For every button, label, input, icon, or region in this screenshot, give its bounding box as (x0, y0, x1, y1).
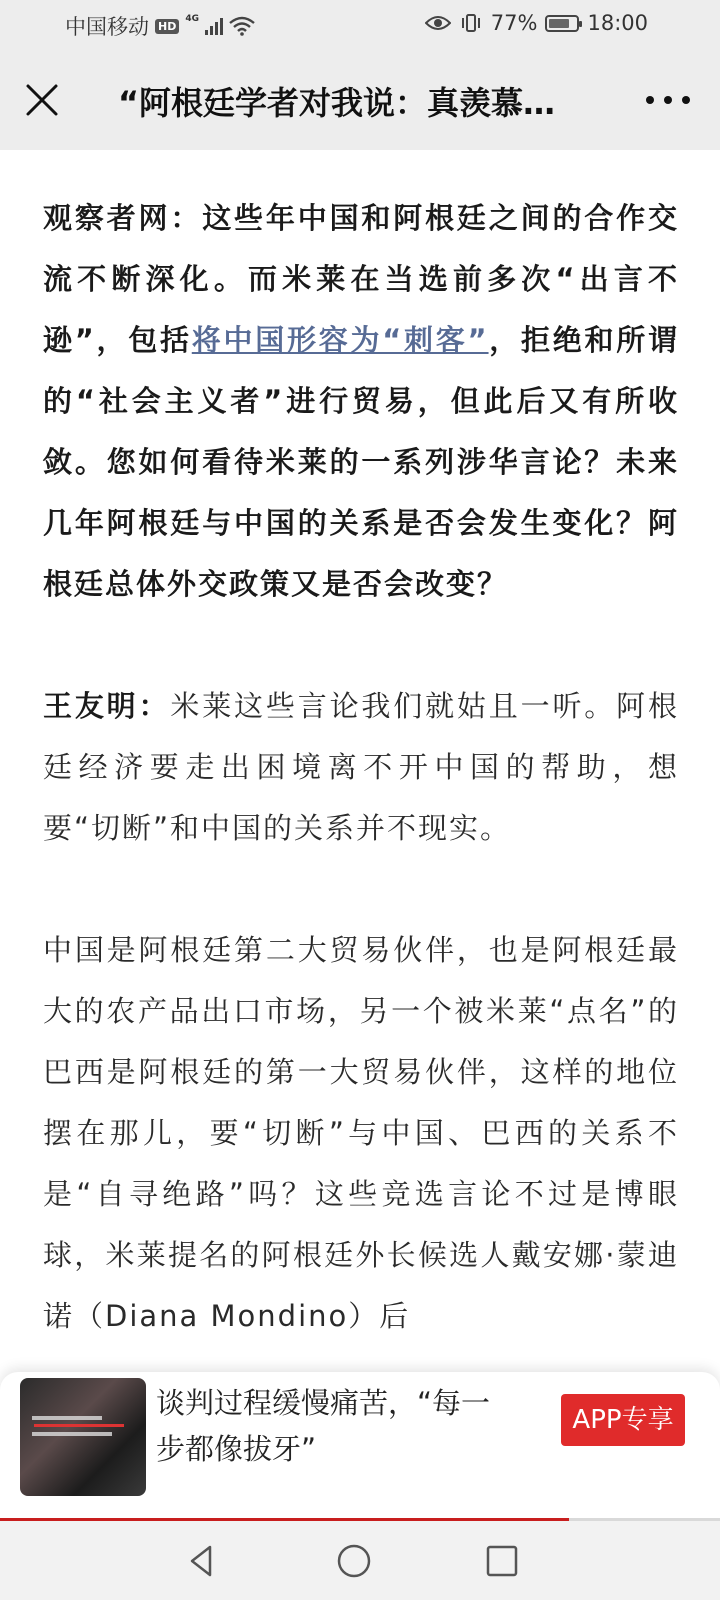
promo-thumbnail (20, 1378, 146, 1496)
question-text-start: 观察者网：这些年中国和阿根廷之间的合作交流不断深化。而米莱在当选前多次“出言不逊”，包括 (43, 201, 679, 357)
question-paragraph (43, 188, 679, 615)
article-link[interactable]: 将中国形容为“刺客” (191, 323, 489, 357)
network-type: 4G (185, 14, 199, 24)
answer-paragraph (43, 676, 679, 859)
clock: 18:00 (587, 11, 648, 35)
body-paragraph: 中国是阿根廷第二大贸易伙伴，也是阿根廷最大的农产品出口市场，另一个被米莱“点名”的巴西是阿根廷的第一大贸易伙伴，这样的地位摆在那儿，要“切断”与中国、巴西的关系不是“自寻绝路”吗？这些竞选言论不过是博眼球，米莱提名的阿根廷外长候选人戴安娜·蒙迪诺（Diana Mondino）后 (43, 933, 679, 1333)
promo-card[interactable] (0, 1372, 720, 1520)
system-nav-bar (0, 1521, 720, 1600)
hd-badge: HD (155, 19, 179, 34)
vibrate-icon (459, 13, 483, 33)
dot (664, 96, 672, 104)
home-icon[interactable] (332, 1539, 376, 1583)
thumb-line (34, 1424, 124, 1427)
status-bar (0, 0, 720, 50)
status-right (425, 11, 648, 35)
carrier-name: 中国移动 (65, 15, 149, 39)
promo-title[interactable]: 谈判过程缓慢痛苦，“每一步都像拔牙” (156, 1386, 491, 1466)
answer-text: 米莱这些言论我们就姑且一听。阿根廷经济要走出困境离不开中国的帮助，想要“切断”和中国的关系并不现实。 (43, 689, 679, 845)
battery-level (549, 19, 569, 28)
dot (646, 96, 654, 104)
status-left (65, 11, 255, 41)
wifi-icon (229, 16, 255, 36)
battery-icon (545, 15, 579, 32)
close-icon[interactable] (20, 78, 64, 122)
speaker-name: 王友明： (43, 689, 171, 723)
more-options-icon[interactable] (646, 90, 690, 110)
page-title: “阿根廷学者对我说：真羡慕… (118, 84, 556, 122)
app-exclusive-button[interactable]: APP专享 (561, 1394, 685, 1446)
back-icon[interactable] (180, 1539, 224, 1583)
article-body (43, 188, 679, 1408)
recents-icon[interactable] (480, 1539, 524, 1583)
signal-icon (205, 17, 223, 35)
thumb-line (32, 1416, 102, 1420)
dot (682, 96, 690, 104)
battery-percent: 77% (490, 11, 538, 35)
eye-comfort-icon (425, 14, 451, 32)
thumb-line (32, 1432, 112, 1436)
question-text-end: ，拒绝和所谓的“社会主义者”进行贸易，但此后又有所收敛。您如何看待米莱的一系列涉华言论？未来几年阿根廷与中国的关系是否会发生变化？阿根廷总体外交政策又是否会改变？ (43, 323, 679, 601)
top-nav-bar (0, 50, 720, 150)
